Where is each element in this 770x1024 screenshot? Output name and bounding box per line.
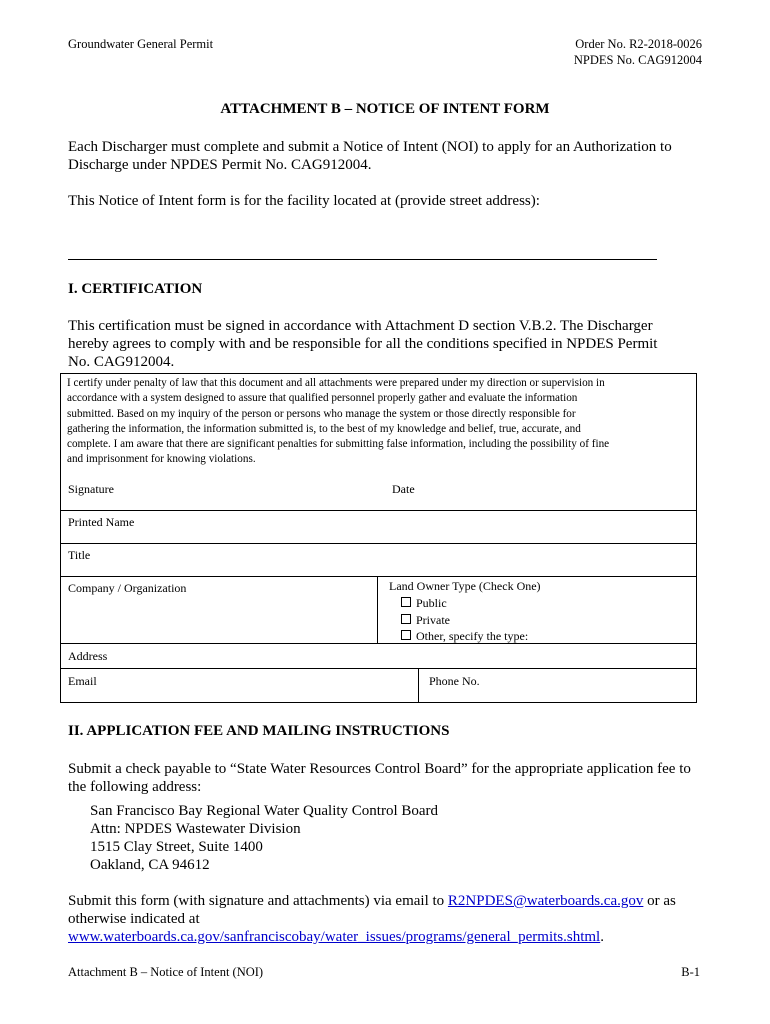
intro-line-1: Each Discharger must complete and submit a Notice of Intent (NOI) to apply for an Authorization to: [68, 139, 672, 155]
submission-instructions: [68, 892, 676, 946]
email-field[interactable]: [68, 689, 408, 701]
column-divider: [418, 668, 419, 703]
row-divider: [60, 543, 697, 544]
address-line: Oakland, CA 94612: [90, 857, 210, 873]
intro-line-2: Discharge under NPDES Permit No. CAG912004.: [68, 157, 372, 173]
address-line: San Francisco Bay Regional Water Quality Control Board: [90, 803, 439, 819]
otherwise-line: otherwise indicated at: [68, 911, 200, 927]
address-line: Attn: NPDES Wastewater Division: [90, 821, 301, 837]
footer-left: Attachment B – Notice of Intent (NOI): [68, 965, 264, 979]
statement-line: I certify under penalty of law that this document and all attachments were prepared under my direction or supervision in: [67, 377, 605, 389]
statement-line: complete. I am aware that there are significant penalties for submitting false information, including the possibility of fine: [67, 438, 610, 451]
company-field[interactable]: [68, 598, 368, 634]
row-divider: [60, 510, 697, 511]
website-link[interactable]: www.waterboards.ca.gov/sanfranciscobay/water_issues/programs/general_permits.shtml: [68, 929, 601, 945]
address-label: Address: [68, 649, 108, 663]
certification-statement: [61, 374, 696, 468]
address-field[interactable]: [130, 649, 690, 663]
date-label: Date: [392, 482, 415, 496]
certification-instructions: [68, 317, 657, 371]
running-header-right: [574, 36, 702, 68]
statement-line: and imprisonment for knowing violations.: [67, 453, 256, 466]
checkbox-private[interactable]: [401, 613, 450, 628]
submit-text: Submit this form (with signature and attachments) via email to: [68, 893, 448, 909]
cert-instruction-line-1: This certification must be signed in accordance with Attachment D section V.B.2. The Discharger: [68, 318, 653, 334]
row-divider: [60, 643, 697, 644]
title-label: Title: [68, 548, 91, 562]
facility-address-line[interactable]: [68, 259, 657, 260]
submit-line: [68, 892, 676, 910]
printed-name-field[interactable]: [68, 530, 688, 542]
fee-heading: II. APPLICATION FEE AND MAILING INSTRUCTIONS: [68, 723, 450, 739]
date-field[interactable]: [392, 498, 692, 510]
cert-instruction-line-2: hereby agrees to comply with and be responsible for all the conditions specified in NPDES Permit: [68, 336, 658, 352]
phone-field[interactable]: [429, 689, 689, 701]
running-header-left: Groundwater General Permit: [68, 37, 214, 51]
period: .: [600, 929, 604, 945]
company-label: Company / Organization: [68, 581, 187, 595]
facility-address-prompt: This Notice of Intent form is for the facility located at (provide street address):: [68, 193, 540, 209]
page-number: B-1: [681, 965, 700, 979]
statement-line: submitted. Based on my inquiry of the person or persons who manage the system or those directly responsible for: [67, 407, 576, 420]
mailing-address: [90, 802, 438, 874]
title-field[interactable]: [68, 563, 688, 575]
statement-line: gathering the information, the information submitted is, to the best of my knowledge and belief, true, accurate, and: [67, 422, 581, 435]
fee-line-1: Submit a check payable to “State Water Resources Control Board” for the appropriate application fee to: [68, 761, 691, 777]
row-divider: [60, 576, 697, 577]
intro-paragraph: [68, 138, 672, 174]
printed-name-label: Printed Name: [68, 515, 135, 529]
cert-instruction-line-3: No. CAG912004.: [68, 354, 175, 370]
phone-label: Phone No.: [429, 674, 480, 688]
address-line: 1515 Clay Street, Suite 1400: [90, 839, 263, 855]
submit-text-after: or as: [643, 893, 676, 909]
statement-line: accordance with a system designed to assure that qualified personnel properly gather and evaluate the information: [67, 392, 578, 405]
checkbox-icon[interactable]: [401, 630, 411, 640]
order-number: Order No. R2-2018-0026: [575, 37, 702, 51]
checkbox-other[interactable]: [401, 629, 528, 644]
public-option-label: Public: [416, 596, 447, 610]
web-line: [68, 928, 676, 946]
checkbox-icon[interactable]: [401, 597, 411, 607]
private-option-label: Private: [416, 613, 450, 627]
email-link[interactable]: R2NPDES@waterboards.ca.gov: [447, 893, 644, 909]
page-title: ATTACHMENT B – NOTICE OF INTENT FORM: [220, 101, 550, 117]
fee-line-2: the following address:: [68, 779, 202, 795]
column-divider: [377, 576, 378, 643]
other-option-label: Other, specify the type:: [416, 629, 529, 643]
land-owner-type-label: Land Owner Type (Check One): [389, 579, 541, 593]
certification-heading: I. CERTIFICATION: [68, 281, 203, 297]
npdes-number: NPDES No. CAG912004: [573, 53, 702, 67]
checkbox-icon[interactable]: [401, 614, 411, 624]
email-label: Email: [68, 674, 97, 688]
signature-label: Signature: [68, 482, 114, 496]
checkbox-public[interactable]: [401, 596, 447, 611]
fee-instructions: [68, 760, 691, 796]
row-divider: [60, 668, 697, 669]
signature-field[interactable]: [68, 498, 388, 510]
